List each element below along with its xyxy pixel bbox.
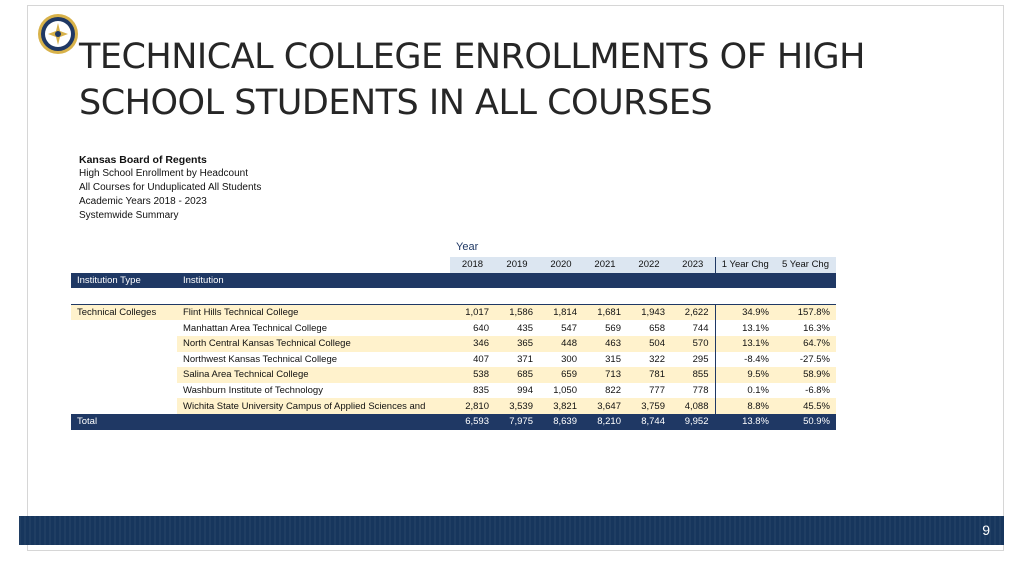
five-year-change: 157.8% <box>775 304 836 320</box>
enrollment-value: 2,622 <box>671 304 715 320</box>
table-row <box>71 352 836 368</box>
enrollment-value: 1,943 <box>627 304 671 320</box>
five-year-change: -6.8% <box>805 385 830 397</box>
report-line-4: Systemwide Summary <box>79 210 179 221</box>
enrollment-value: 435 <box>517 322 533 334</box>
one-year-change: 13.1% <box>715 336 775 352</box>
year-header: 2022 <box>627 257 671 273</box>
total-value: 8,210 <box>583 414 627 430</box>
year-header: 2023 <box>671 257 715 273</box>
slide-title <box>79 34 979 126</box>
institution-name: Wichita State University Campus of Applied Sciences and <box>177 398 450 414</box>
one-year-change: -8.4% <box>715 352 775 368</box>
one-year-change: 8.8% <box>715 398 775 414</box>
enrollment-value: 1,586 <box>495 304 539 320</box>
enrollment-value: 448 <box>539 336 583 352</box>
institution-type-cell: Technical Colleges <box>71 304 177 320</box>
table-row <box>71 367 836 383</box>
total-value: 9,952 <box>671 414 715 430</box>
table-row <box>71 320 836 336</box>
report-line-2: All Courses for Unduplicated All Students <box>79 182 262 193</box>
enrollment-value: 685 <box>495 367 539 383</box>
enrollment-value: 994 <box>517 385 533 397</box>
institution-name: Salina Area Technical College <box>177 367 450 383</box>
enrollment-value: 569 <box>605 322 621 334</box>
enrollment-value: 659 <box>539 367 583 383</box>
kansas-regents-seal-icon <box>37 13 79 55</box>
enrollment-value: 3,821 <box>539 398 583 414</box>
enrollment-value: 570 <box>671 336 715 352</box>
enrollment-value: 1,814 <box>539 304 583 320</box>
institution-type-header: Institution Type <box>71 273 177 289</box>
year-header: 2020 <box>539 257 583 273</box>
enrollment-value: 463 <box>583 336 627 352</box>
enrollment-value: 658 <box>649 322 665 334</box>
year-header: 2019 <box>495 257 539 273</box>
enrollment-value: 365 <box>495 336 539 352</box>
total-value: 7,975 <box>495 414 539 430</box>
five-year-change: 64.7% <box>775 336 836 352</box>
year-label: Year <box>456 241 479 253</box>
report-org: Kansas Board of Regents <box>79 154 207 166</box>
one-year-change: 0.1% <box>715 383 775 399</box>
one-year-change: 34.9% <box>715 304 775 320</box>
five-year-change-header: 5 Year Chg <box>775 257 836 273</box>
enrollment-value: 3,647 <box>583 398 627 414</box>
enrollment-value: 781 <box>627 367 671 383</box>
five-year-change: 16.3% <box>803 322 830 334</box>
total-value: 8,639 <box>539 414 583 430</box>
enrollment-value: 713 <box>583 367 627 383</box>
enrollment-value: 822 <box>605 385 621 397</box>
one-year-change: 9.5% <box>715 367 775 383</box>
total-value: 8,744 <box>627 414 671 430</box>
footer-bar <box>19 516 1004 545</box>
enrollment-value: 777 <box>649 385 665 397</box>
total-row <box>71 414 836 430</box>
enrollment-value: 300 <box>561 353 577 365</box>
title-line-2: SCHOOL STUDENTS IN ALL COURSES <box>79 83 713 123</box>
institution-name: Washburn Institute of Technology <box>183 385 323 397</box>
table-row <box>71 398 836 414</box>
total-five-year-change: 50.9% <box>775 414 836 430</box>
enrollment-value: 3,759 <box>627 398 671 414</box>
enrollment-table <box>71 257 836 430</box>
years-header-row <box>71 257 836 273</box>
enrollment-value: 2,810 <box>450 398 495 414</box>
one-year-change-header: 1 Year Chg <box>715 257 775 273</box>
report-line-3: Academic Years 2018 - 2023 <box>79 196 207 207</box>
total-label: Total <box>71 414 177 430</box>
table-row <box>71 304 836 320</box>
enrollment-value: 371 <box>517 353 533 365</box>
report-line-1: High School Enrollment by Headcount <box>79 168 248 179</box>
institution-name: Northwest Kansas Technical College <box>183 353 338 365</box>
enrollment-value: 4,088 <box>671 398 715 414</box>
page-number: 9 <box>982 522 990 538</box>
table-row <box>71 336 836 352</box>
table-row <box>71 383 836 399</box>
year-header: 2018 <box>450 257 495 273</box>
total-one-year-change: 13.8% <box>715 414 775 430</box>
enrollment-value: 538 <box>450 367 495 383</box>
enrollment-value: 1,050 <box>553 385 577 397</box>
enrollment-value: 778 <box>692 385 709 397</box>
enrollment-value: 322 <box>649 353 665 365</box>
title-line-1: TECHNICAL COLLEGE ENROLLMENTS OF HIGH <box>79 37 865 77</box>
enrollment-value: 1,681 <box>583 304 627 320</box>
institution-name: North Central Kansas Technical College <box>177 336 450 352</box>
five-year-change: 45.5% <box>775 398 836 414</box>
enrollment-value: 640 <box>473 322 489 334</box>
enrollment-value: 504 <box>627 336 671 352</box>
enrollment-value: 407 <box>473 353 489 365</box>
enrollment-value: 855 <box>671 367 715 383</box>
institution-name: Manhattan Area Technical College <box>183 322 328 334</box>
enrollment-value: 346 <box>450 336 495 352</box>
one-year-change: 13.1% <box>715 320 775 336</box>
five-year-change: 58.9% <box>775 367 836 383</box>
year-header: 2021 <box>583 257 627 273</box>
institution-name: Flint Hills Technical College <box>177 304 450 320</box>
enrollment-value: 3,539 <box>495 398 539 414</box>
institution-header: Institution <box>177 273 450 289</box>
enrollment-value: 315 <box>605 353 621 365</box>
report-header <box>79 153 261 223</box>
five-year-change: -27.5% <box>799 353 830 365</box>
enrollment-value: 295 <box>692 353 709 365</box>
column-header-row <box>71 273 836 289</box>
enrollment-value: 1,017 <box>450 304 495 320</box>
enrollment-value: 835 <box>473 385 489 397</box>
enrollment-value: 547 <box>561 322 577 334</box>
enrollment-value: 744 <box>692 322 709 334</box>
total-value: 6,593 <box>450 414 495 430</box>
